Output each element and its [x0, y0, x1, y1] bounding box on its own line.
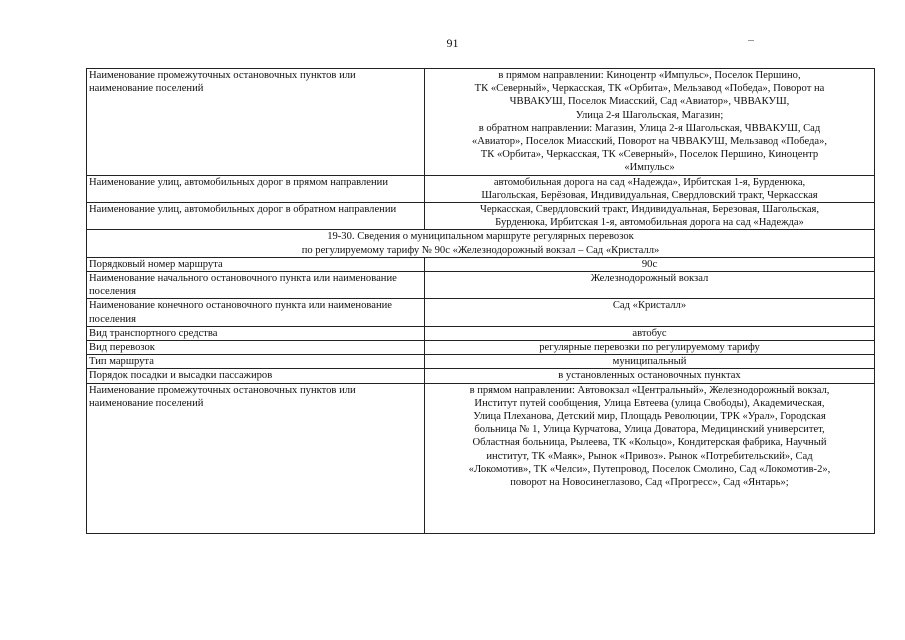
row-value: регулярные перевозки по регулируемому тарифу — [425, 341, 875, 355]
row-label: Наименование улиц, автомобильных дорог в прямом направлении — [87, 175, 425, 202]
value-line: Институт путей сообщения, Улица Евтеева (улица Свободы), Академическая, — [474, 397, 825, 409]
route-table — [86, 68, 875, 534]
section-header-row — [87, 230, 875, 257]
value-line: институт, ТК «Маяк», Рынок «Привоз». Рынок «Потребительский», Сад — [486, 450, 813, 462]
table-row — [87, 175, 875, 202]
value-line: автомобильная дорога на сад «Надежда», Ирбитская 1-я, Бурденюка, — [493, 176, 806, 188]
value-line: Улица 2-я Шагольская, Магазин; — [575, 109, 724, 121]
row-value: Сад «Кристалл» — [425, 299, 875, 326]
row-label: Наименование промежуточных остановочных пунктов или наименование поселений — [87, 383, 425, 533]
row-value: муниципальный — [425, 355, 875, 369]
section-title-line: 19-30. Сведения о муниципальном маршруте регулярных перевозок — [327, 231, 634, 243]
value-line: в прямом направлении: Киноцентр «Импульс», Поселок Першино, — [498, 70, 801, 81]
row-value: 90с — [425, 257, 875, 271]
table-row — [87, 383, 875, 533]
value-line: «Авиатор», Поселок Миасский, Поворот на ЧВВАКУШ, Мельзавод «Победа», — [471, 136, 828, 148]
page-number: 91 — [446, 36, 459, 50]
table-row — [87, 203, 875, 230]
value-line: «Импульс» — [624, 162, 675, 174]
value-line: Черкасская, Свердловский тракт, Индивидуальная, Березовая, Шагольская, — [479, 204, 820, 216]
table-row — [87, 257, 875, 271]
value-line: «Локомотив», ТК «Челси», Путепровод, Поселок Смолино, Сад «Локомотив-2», — [468, 463, 831, 475]
value-line: Областная больница, Рылеева, ТК «Кольцо», Кондитерская фабрика, Научный — [472, 437, 827, 449]
section-title — [87, 230, 875, 257]
row-label: Вид транспортного средства — [87, 326, 425, 340]
table-row — [87, 272, 875, 299]
row-label: Наименование промежуточных остановочных пунктов или наименование поселений — [87, 69, 425, 176]
table-row — [87, 355, 875, 369]
value-line: Бурденюка, Ирбитская 1-я, автомобильная дорога на сад «Надежда» — [495, 217, 804, 229]
table-row — [87, 341, 875, 355]
row-value: автобус — [425, 326, 875, 340]
value-line: ЧВВАКУШ, Поселок Миасский, Сад «Авиатор», ЧВВАКУШ, — [509, 96, 790, 108]
row-value — [425, 383, 875, 533]
value-line: Шагольская, Берёзовая, Индивидуальная, Свердловский тракт, Черкасская — [481, 189, 818, 201]
row-value: в установленных остановочных пунктах — [425, 369, 875, 383]
value-line: в прямом направлении: Автовокзал «Центральный», Железнодорожный вокзал, — [469, 384, 830, 396]
row-label: Наименование улиц, автомобильных дорог в обратном направлении — [87, 203, 425, 230]
table-row — [87, 299, 875, 326]
value-line: больница № 1, Улица Курчатова, Улица Доватора, Медицинский университет, — [474, 424, 825, 436]
value-line: поворот на Новосинеглазово, Сад «Прогресс», Сад «Янтарь»; — [510, 477, 789, 489]
scan-mark — [748, 40, 754, 41]
table-row — [87, 69, 875, 176]
row-label: Вид перевозок — [87, 341, 425, 355]
row-label: Наименование конечного остановочного пункта или наименование поселения — [87, 299, 425, 326]
table-row — [87, 369, 875, 383]
value-line: в обратном направлении: Магазин, Улица 2-я Шагольская, ЧВВАКУШ, Сад — [478, 122, 821, 134]
row-value — [425, 203, 875, 230]
row-value — [425, 175, 875, 202]
value-line: ТК «Северный», Черкасская, ТК «Орбита», Мельзавод «Победа», Поворот на — [474, 83, 825, 95]
table-row — [87, 326, 875, 340]
row-label: Порядок посадки и высадки пассажиров — [87, 369, 425, 383]
row-label: Тип маршрута — [87, 355, 425, 369]
row-label: Наименование начального остановочного пункта или наименование поселения — [87, 272, 425, 299]
value-line: Улица Плеханова, Детский мир, Площадь Революции, ТРК «Урал», Городская — [473, 411, 826, 423]
value-line: ТК «Орбита», Черкасская, ТК «Северный», Поселок Першино, Киноцентр — [480, 149, 819, 161]
row-value: Железнодорожный вокзал — [425, 272, 875, 299]
row-label: Порядковый номер маршрута — [87, 257, 425, 271]
section-title-line: по регулируемому тарифу № 90с «Железнодорожный вокзал – Сад «Кристалл» — [301, 244, 660, 256]
row-value — [425, 69, 875, 176]
